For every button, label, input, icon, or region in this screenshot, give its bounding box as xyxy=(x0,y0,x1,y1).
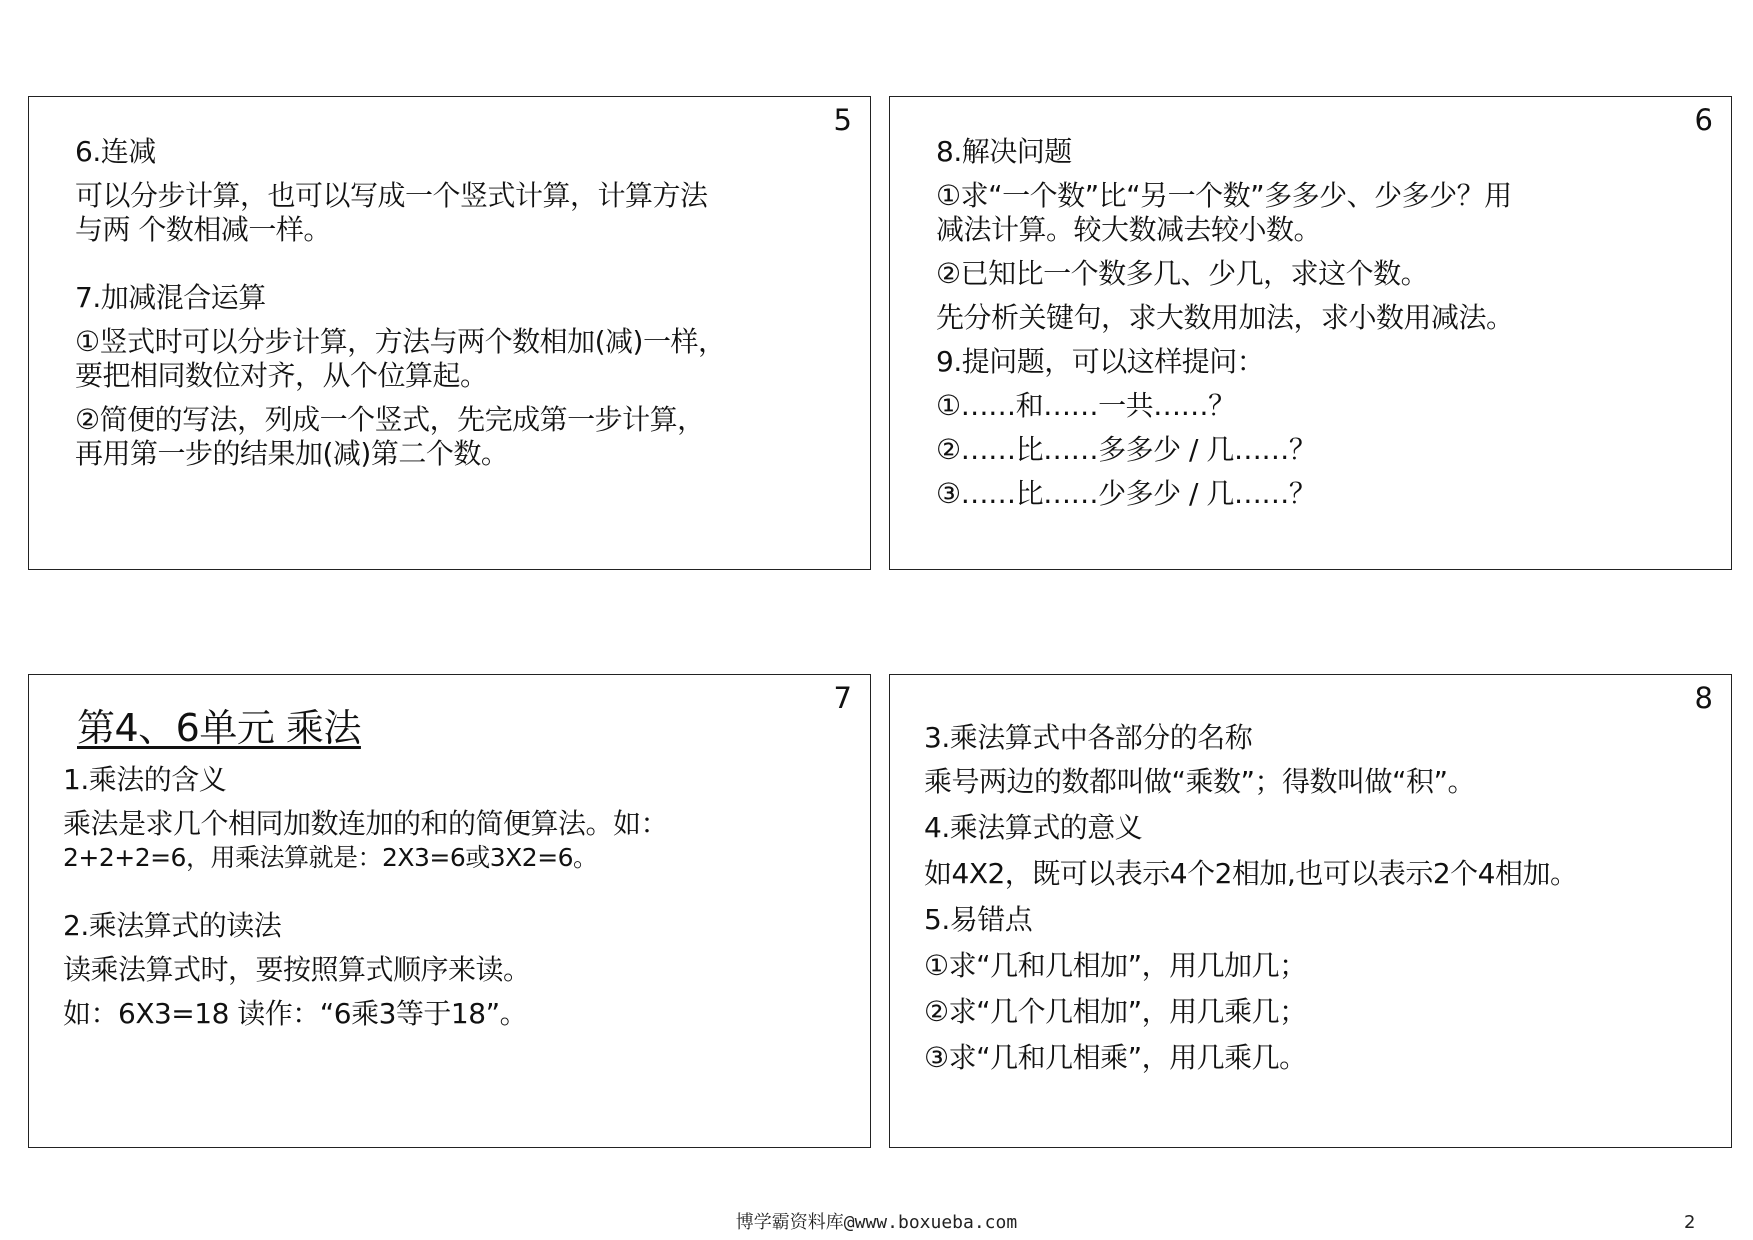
slide-content xyxy=(75,135,842,471)
text-line: 要把相同数位对齐，从个位算起。 xyxy=(75,359,488,392)
slide-content xyxy=(63,705,842,1031)
text-line: 2+2+2=6，用乘法算就是：2X3=6或3X2=6。 xyxy=(63,843,598,872)
text-line: 可以分步计算，也可以写成一个竖式计算，计算方法 xyxy=(75,179,708,212)
text-line: 乘号两边的数都叫做“乘数”；得数叫做“积”。 xyxy=(924,765,1476,798)
heading-multiplication-significance: 4.乘法算式的意义 xyxy=(924,811,1143,844)
heading-asking-questions: 9.提问题，可以这样提问： xyxy=(936,345,1265,378)
text-line: 如4X2，既可以表示4个2相加,也可以表示2个4相加。 xyxy=(924,857,1578,890)
text-line: ③……比……少多少 / 几……？ xyxy=(936,477,1317,510)
footer-watermark: 博学霸资料库@www.boxueba.com xyxy=(735,1212,1018,1233)
slide-8 xyxy=(889,674,1732,1148)
text-line: ②……比……多多少 / 几……？ xyxy=(936,433,1317,466)
slide-5 xyxy=(28,96,871,570)
text-line: 乘法是求几个相同加数连加的和的简便算法。如： xyxy=(63,807,669,840)
text-line: 再用第一步的结果加(减)第二个数。 xyxy=(75,437,509,470)
heading-multiplication-meaning: 1.乘法的含义 xyxy=(63,763,227,796)
text-line: 减法计算。较大数减去较小数。 xyxy=(936,213,1322,246)
slide-content xyxy=(924,721,1703,1075)
text-line: ③求“几和几相乘”，用几乘几。 xyxy=(924,1041,1307,1074)
heading-problem-solving: 8.解决问题 xyxy=(936,135,1072,168)
text-line: ②简便的写法，列成一个竖式，先完成第一步计算， xyxy=(75,403,705,436)
slide-number: 8 xyxy=(1694,681,1713,715)
page-number: 2 xyxy=(1684,1212,1696,1233)
text-line: 与两 个数相减一样。 xyxy=(75,213,331,246)
heading-common-mistakes: 5.易错点 xyxy=(924,903,1033,936)
slide-7 xyxy=(28,674,871,1148)
heading-part-names: 3.乘法算式中各部分的名称 xyxy=(924,721,1253,754)
slide-6 xyxy=(889,96,1732,570)
text-line: ②求“几个几相加”，用几乘几； xyxy=(924,995,1307,1028)
text-line: ②已知比一个数多几、少几，求这个数。 xyxy=(936,257,1429,290)
unit-title: 第4、6单元 乘法 xyxy=(77,706,361,750)
heading-multiplication-reading: 2.乘法算式的读法 xyxy=(63,909,282,942)
heading-lianjian: 6.连减 xyxy=(75,135,156,168)
text-line: ①竖式时可以分步计算，方法与两个数相加(减)一样， xyxy=(75,325,726,358)
text-line: ①求“几和几相加”，用几加几； xyxy=(924,949,1307,982)
slide-number: 7 xyxy=(833,681,852,715)
text-line: 读乘法算式时，要按照算式顺序来读。 xyxy=(63,953,531,986)
text-line: 如：6X3=18 读作：“6乘3等于18”。 xyxy=(63,997,528,1030)
heading-mixed-operations: 7.加减混合运算 xyxy=(75,281,266,314)
slide-content xyxy=(936,135,1703,511)
text-line: ①……和……一共……？ xyxy=(936,389,1236,422)
text-line: 先分析关键句，求大数用加法，求小数用减法。 xyxy=(936,301,1514,334)
slide-number: 5 xyxy=(833,103,852,137)
text-line: ①求“一个数”比“另一个数”多多少、少多少？用 xyxy=(936,179,1512,212)
slide-number: 6 xyxy=(1694,103,1713,137)
